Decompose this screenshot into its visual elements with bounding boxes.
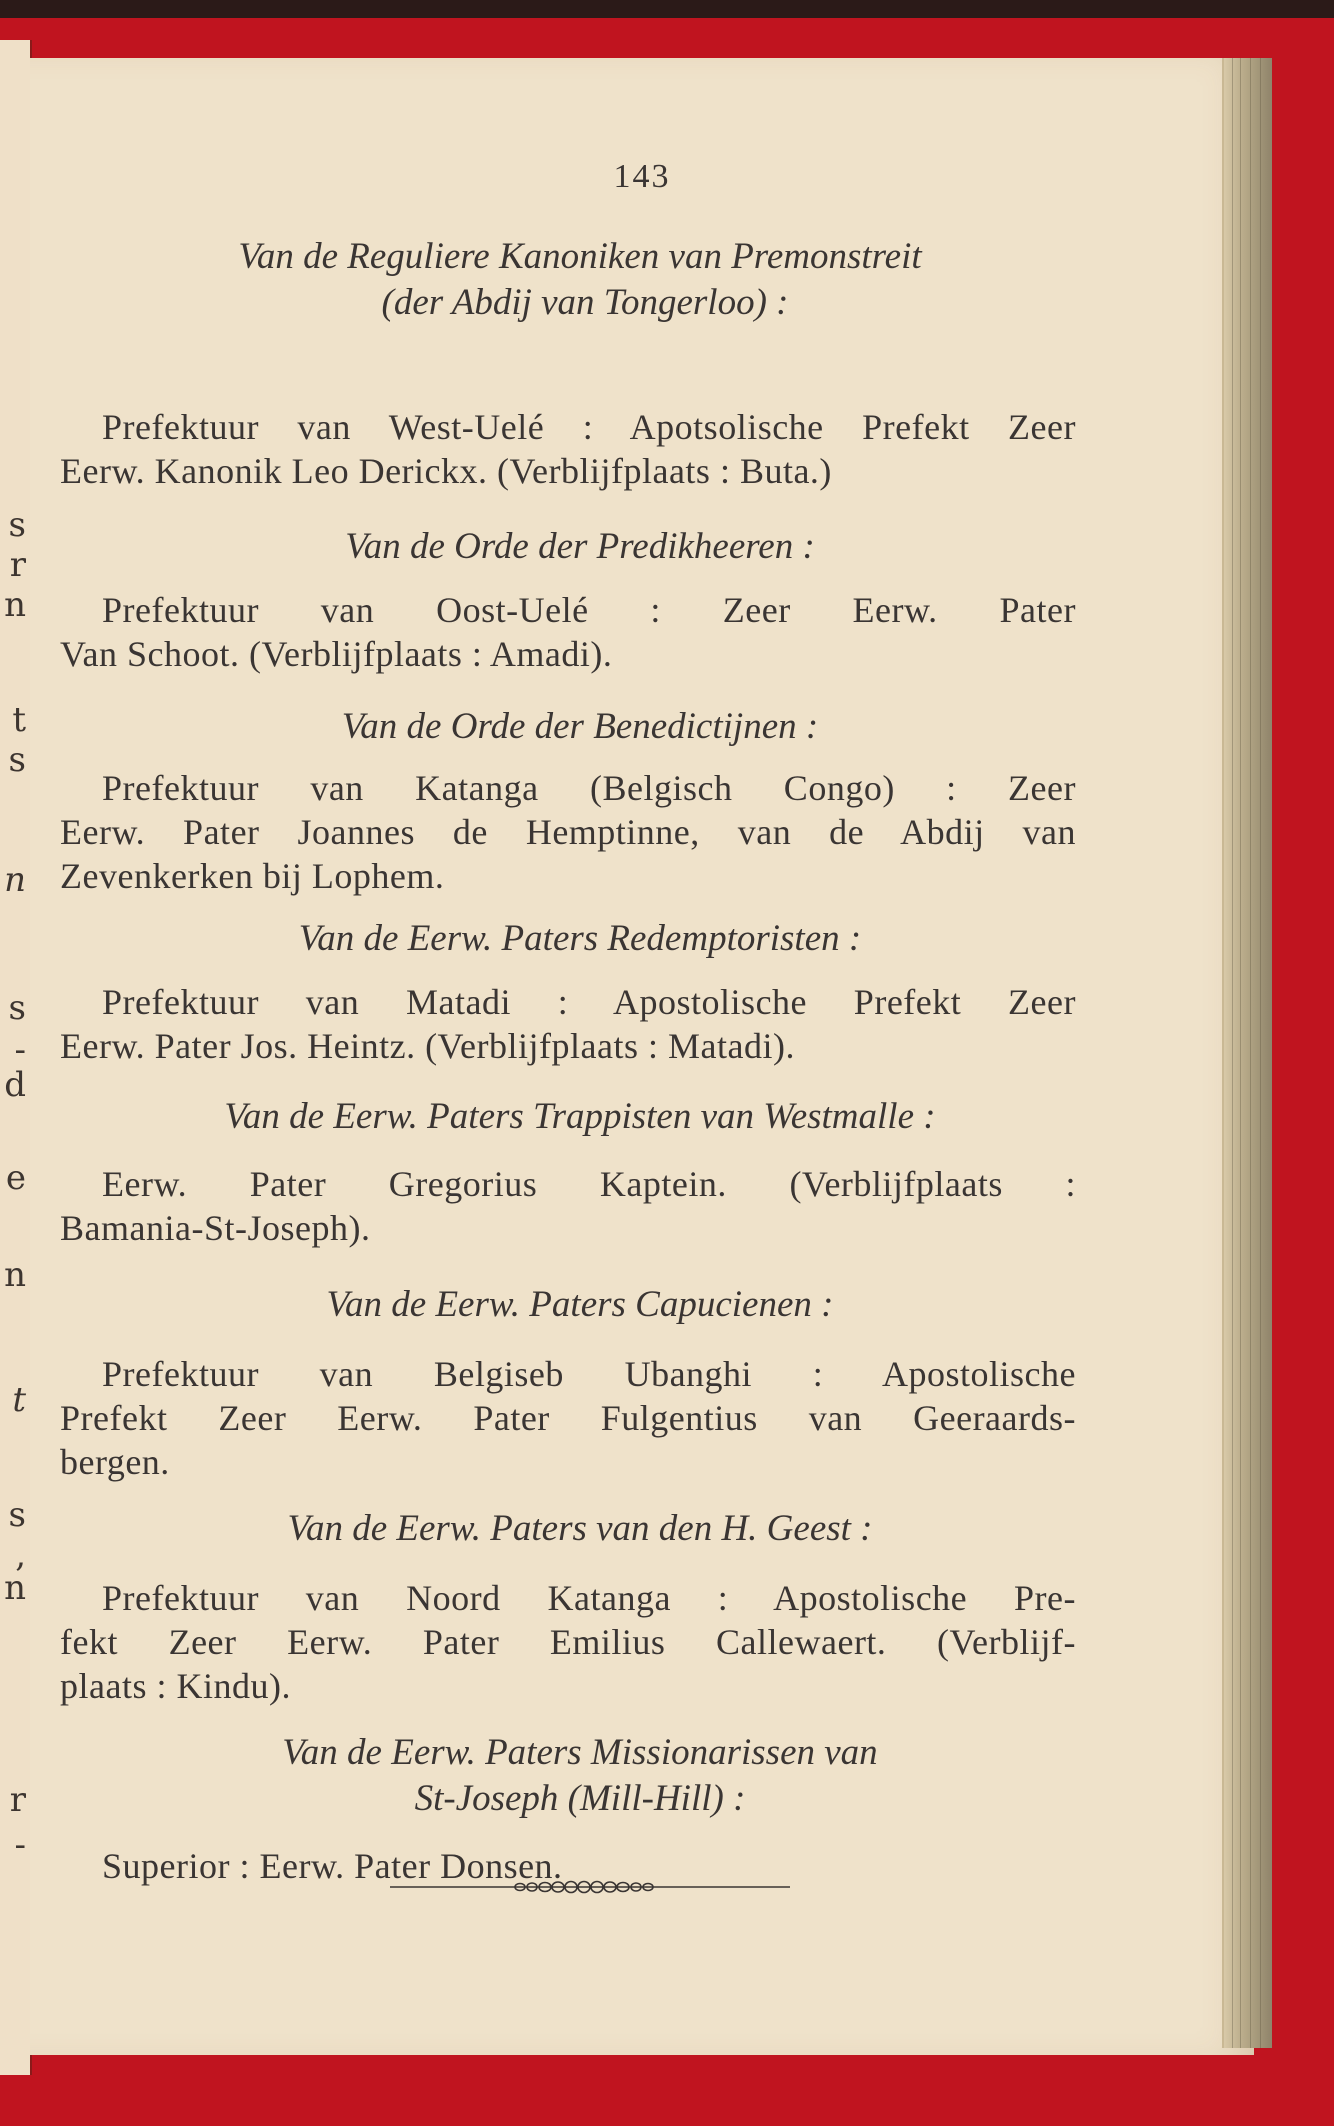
previous-page-edge bbox=[0, 40, 32, 2075]
body-line: Superior : Eerw. Pater Donsen. bbox=[102, 1846, 563, 1886]
cover-top-edge bbox=[0, 0, 1334, 18]
body-line: Zevenkerken bij Lophem. bbox=[60, 856, 445, 896]
end-ornament bbox=[390, 1880, 790, 1894]
prev-page-char: n bbox=[4, 1568, 26, 1608]
body-line: Bamania-St-Joseph). bbox=[60, 1208, 371, 1248]
body-line: Prefektuur van West-Uelé : Apotsolische Prefekt Zeer bbox=[102, 407, 1076, 447]
prev-page-char: e bbox=[5, 1158, 26, 1198]
section-heading bbox=[130, 234, 1030, 326]
prev-page-char: r bbox=[9, 1780, 26, 1820]
prev-page-char: - bbox=[14, 1825, 26, 1865]
body-line: Prefektuur van Noord Katanga : Apostolische Pre- bbox=[102, 1578, 1076, 1618]
section-heading bbox=[130, 1506, 1030, 1552]
heading-line: Van de Eerw. Paters Missionarissen van bbox=[282, 1732, 878, 1773]
heading-line: (der Abdij van Tongerloo) : bbox=[381, 282, 789, 323]
heading-line: Van de Eerw. Paters Capucienen : bbox=[326, 1284, 834, 1325]
section-body bbox=[60, 766, 1076, 898]
body-line: Eerw. Kanonik Leo Derickx. (Verblijfplaats : Buta.) bbox=[60, 451, 832, 491]
prev-page-char: , bbox=[15, 1535, 26, 1575]
prev-page-char: n bbox=[4, 860, 26, 900]
page-number: 143 bbox=[613, 158, 671, 195]
book-page bbox=[30, 58, 1254, 2055]
body-line: Prefektuur van Matadi : Apostolische Prefekt Zeer bbox=[102, 982, 1076, 1022]
body-line: Prefektuur van Oost-Uelé : Zeer Eerw. Pater bbox=[102, 590, 1076, 630]
body-line: Eerw. Pater Jos. Heintz. (Verblijfplaats : Matadi). bbox=[60, 1026, 795, 1066]
body-line: Eerw. Pater Gregorius Kaptein. (Verblijfplaats : bbox=[102, 1164, 1076, 1204]
body-line: bergen. bbox=[60, 1442, 170, 1482]
heading-line: Van de Reguliere Kanoniken van Premonstreit bbox=[238, 236, 922, 277]
page-edges bbox=[1222, 58, 1272, 2048]
body-line: Prefekt Zeer Eerw. Pater Fulgentius van Geeraards- bbox=[60, 1398, 1076, 1438]
prev-page-char: s bbox=[8, 1495, 26, 1535]
section-body bbox=[60, 1352, 1076, 1484]
page-text bbox=[30, 58, 1254, 2055]
prev-page-char: r bbox=[9, 545, 26, 585]
prev-page-char: t bbox=[12, 700, 26, 740]
heading-line: Van de Orde der Benedictijnen : bbox=[341, 706, 819, 747]
prev-page-char: s bbox=[8, 740, 26, 780]
section-body bbox=[60, 588, 1076, 676]
section-body bbox=[60, 1162, 1076, 1250]
body-line: plaats : Kindu). bbox=[60, 1666, 291, 1706]
body-line: fekt Zeer Eerw. Pater Emilius Callewaert. (Verblijf- bbox=[60, 1622, 1076, 1662]
heading-line: Van de Eerw. Paters Redemptoristen : bbox=[298, 918, 862, 959]
heading-line: Van de Orde der Predikheeren : bbox=[345, 526, 815, 567]
section-heading bbox=[130, 1282, 1030, 1328]
body-line: Prefektuur van Katanga (Belgisch Congo) : Zeer bbox=[102, 768, 1076, 808]
prev-page-char: t bbox=[12, 1380, 26, 1420]
heading-line: Van de Eerw. Paters Trappisten van Westmalle : bbox=[224, 1096, 936, 1137]
heading-line: St-Joseph (Mill-Hill) : bbox=[414, 1778, 746, 1819]
prev-page-char: n bbox=[4, 1255, 26, 1295]
section-heading bbox=[130, 524, 1030, 570]
section-heading bbox=[130, 1730, 1030, 1822]
prev-page-char: - bbox=[14, 1030, 26, 1070]
section-heading bbox=[130, 1094, 1030, 1140]
body-line: Prefektuur van Belgiseb Ubanghi : Apostolische bbox=[102, 1354, 1076, 1394]
prev-page-char: s bbox=[8, 988, 26, 1028]
prev-page-char: d bbox=[4, 1065, 26, 1105]
section-body bbox=[60, 405, 1076, 493]
heading-line: Van de Eerw. Paters van den H. Geest : bbox=[287, 1508, 873, 1549]
body-line: Eerw. Pater Joannes de Hemptinne, van de Abdij van bbox=[60, 812, 1076, 852]
section-heading bbox=[130, 916, 1030, 962]
section-heading bbox=[130, 704, 1030, 750]
section-body bbox=[60, 980, 1076, 1068]
prev-page-char: s bbox=[8, 505, 26, 545]
prev-page-char: n bbox=[4, 585, 26, 625]
body-line: Van Schoot. (Verblijfplaats : Amadi). bbox=[60, 634, 613, 674]
section-body bbox=[60, 1576, 1076, 1708]
